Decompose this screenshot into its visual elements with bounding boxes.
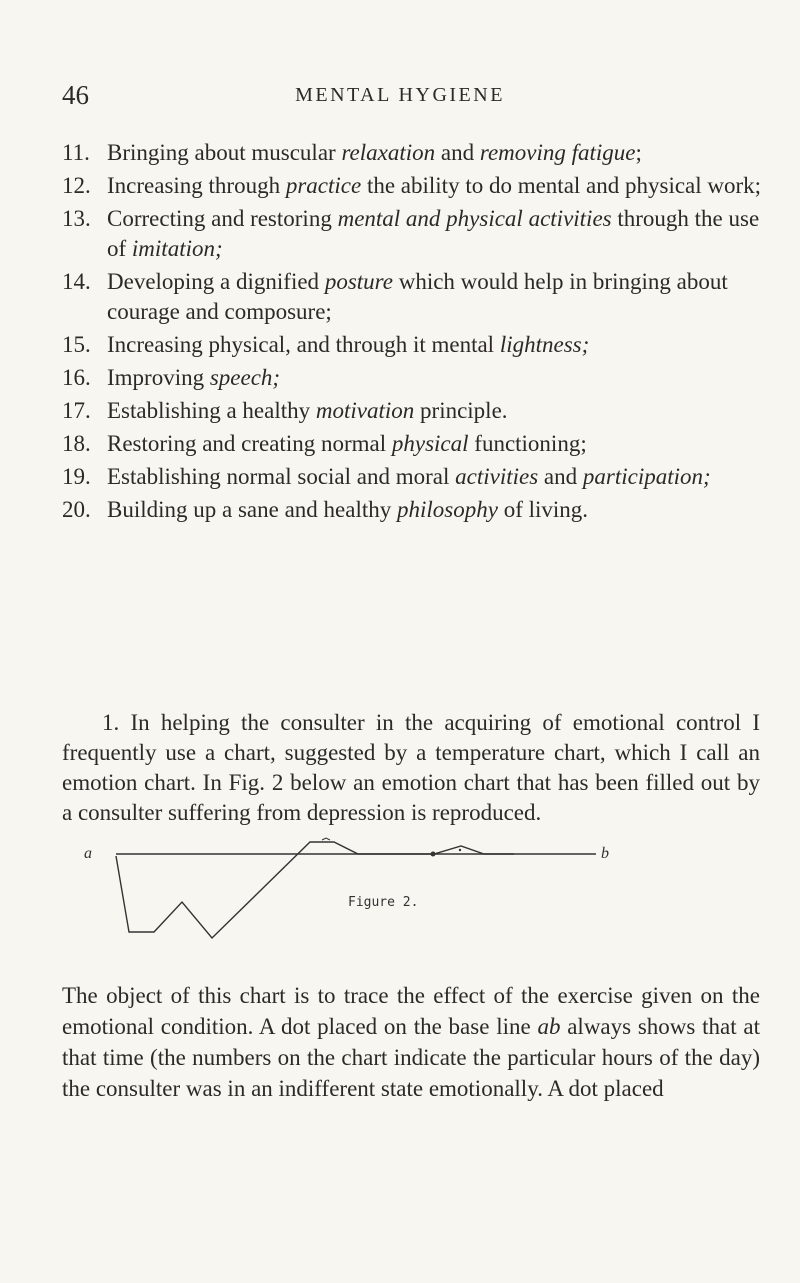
paragraph-emotion-chart-intro: 1. In helping the consulter in the acquiring of emotional control I frequently use a chart, suggested by a temperature chart, which I call an emotion chart. In Fig. 2 below an emotion chart that has been filled out by a consulter suffering from depression is reproduced. <box>62 710 760 825</box>
list-item <box>62 495 762 525</box>
italic-text: posture <box>324 269 393 294</box>
list-item-text <box>107 462 762 492</box>
text-run: and <box>435 140 480 165</box>
list-item-number: 13. <box>62 206 91 231</box>
list-item <box>62 462 762 492</box>
text-run: of living. <box>497 497 589 522</box>
text-run: Improving <box>107 365 210 390</box>
italic-text: removing fatigue <box>479 140 636 165</box>
italic-text: lightness; <box>499 332 590 357</box>
list-item-number: 19. <box>62 464 91 489</box>
list-item-number: 14. <box>62 269 91 294</box>
text-run: Establishing normal social and moral <box>107 464 456 489</box>
emotion-chart-svg <box>84 836 616 946</box>
text-run: Bringing about muscular <box>107 140 342 165</box>
text-run: Restoring and creating normal <box>107 431 392 456</box>
text-run: Correcting and restoring <box>107 206 338 231</box>
list-item <box>62 138 762 168</box>
running-title: MENTAL HYGIENE <box>295 84 505 106</box>
figure-emotion-chart <box>84 836 616 946</box>
italic-text: physical <box>391 431 469 456</box>
text-run: through the use of <box>107 206 760 261</box>
italic-text: practice <box>285 173 362 198</box>
italic-text: relaxation <box>341 140 436 165</box>
text-run: the ability to do mental and physical work; <box>361 173 762 198</box>
italic-text: motivation <box>315 398 415 423</box>
text-run: always shows that at that time (the numbers on the chart indicate the particular hours of the day) the consulter was in an indifferent state emotionally. A dot placed <box>62 1014 760 1101</box>
list-item-text <box>107 330 762 360</box>
list-item-text <box>107 363 762 393</box>
list-item-text <box>107 429 762 459</box>
text-run: Building up a sane and healthy <box>107 497 397 522</box>
emotion-curve <box>116 842 514 938</box>
list-item <box>62 171 762 201</box>
list-item <box>62 330 762 360</box>
italic-text: ab <box>537 1014 561 1039</box>
list-item-text <box>107 396 762 426</box>
list-item-number: 12. <box>62 173 91 198</box>
start-label: a <box>84 845 92 862</box>
peak-mark <box>322 838 330 840</box>
text-run: which would help in bringing about courage and composure; <box>107 269 728 324</box>
italic-text: participation; <box>582 464 711 489</box>
italic-text: speech; <box>209 365 281 390</box>
text-run: Developing a dignified <box>107 269 325 294</box>
list-item-text <box>107 171 762 201</box>
text-run: and <box>538 464 583 489</box>
list-item-number: 11. <box>62 140 90 165</box>
list-item-text <box>107 138 762 168</box>
text-run: Increasing through <box>107 173 286 198</box>
list-item-text <box>107 204 762 264</box>
text-run: principle. <box>414 398 508 423</box>
list-item-text <box>107 495 762 525</box>
list-item <box>62 396 762 426</box>
list-item-number: 17. <box>62 398 91 423</box>
text-run: ; <box>635 140 642 165</box>
italic-text: mental and physical activities <box>337 206 612 231</box>
list-item <box>62 267 762 327</box>
list-item-number: 18. <box>62 431 91 456</box>
figure-caption: Figure 2. <box>348 895 419 910</box>
italic-text: imitation; <box>131 236 223 261</box>
paragraph-chart-object <box>62 980 760 1104</box>
text-run: The object of this chart is to trace the effect of the exercise given on the emotional condition. A dot placed on the base line <box>62 983 760 1039</box>
list-item-text <box>107 267 762 327</box>
list-item-number: 16. <box>62 365 91 390</box>
text-run: functioning; <box>468 431 587 456</box>
text-run: Establishing a healthy <box>107 398 316 423</box>
dot-marker <box>459 849 461 851</box>
list-item-number: 20. <box>62 497 91 522</box>
numbered-list <box>62 138 762 528</box>
list-item <box>62 363 762 393</box>
list-item-number: 15. <box>62 332 91 357</box>
list-item <box>62 429 762 459</box>
text-run: Increasing physical, and through it mental <box>107 332 500 357</box>
end-label: b <box>601 845 609 862</box>
italic-text: activities <box>455 464 539 489</box>
italic-text: philosophy <box>397 497 498 522</box>
list-item <box>62 204 762 264</box>
page-number: 46 <box>62 80 89 110</box>
dot-marker <box>431 852 436 857</box>
